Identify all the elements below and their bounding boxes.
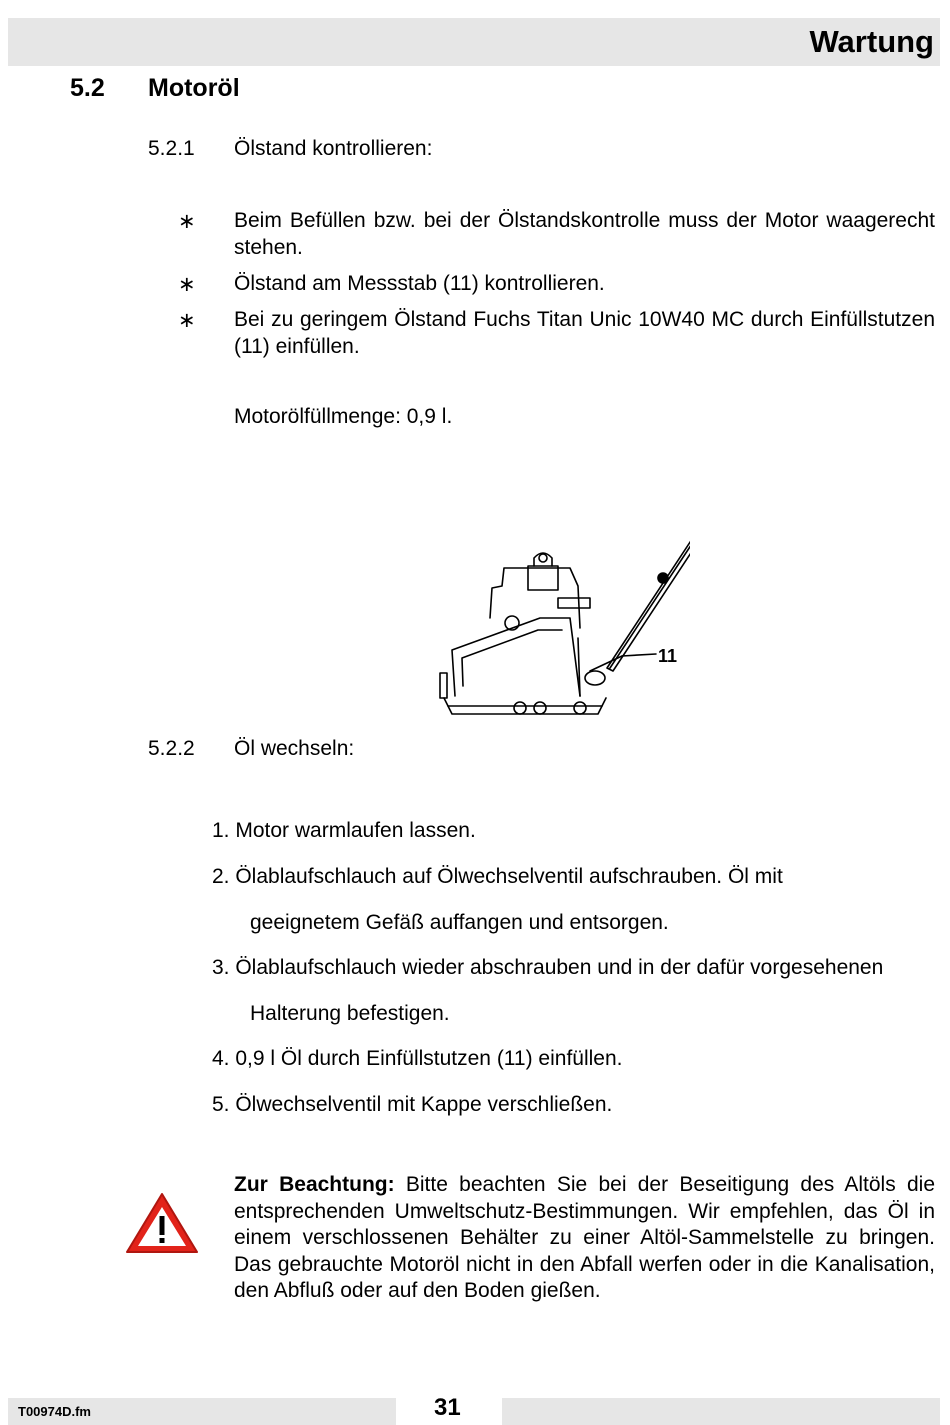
list-item-continuation: geeignetem Gefäß auffangen und entsorgen. [250, 911, 669, 934]
note-paragraph [234, 1172, 935, 1305]
subsection-number-1: 5.2.1 [148, 137, 195, 160]
subsection-number-2: 5.2.2 [148, 737, 195, 760]
plate-compactor-illustration [430, 468, 690, 738]
bullet-text-2: Ölstand am Messstab (11) kontrollieren. [234, 272, 605, 295]
page-number: 31 [434, 1394, 461, 1421]
list-item: 2. Ölablaufschlauch auf Ölwechselventil aufschrauben. Öl mit [212, 865, 783, 888]
footer-filename: T00974D.fm [18, 1404, 91, 1419]
bullet-text-3: Bei zu geringem Ölstand Fuchs Titan Unic 10W40 MC durch Einfüllstutzen (11) einfüllen. [234, 308, 935, 358]
oil-capacity: Motorölfüllmenge: 0,9 l. [234, 405, 453, 428]
bullet-marker: ∗ [178, 210, 196, 233]
list-item: 3. Ölablaufschlauch wieder abschrauben und in der dafür vorgesehenen [212, 956, 884, 979]
subsection-title-2: Öl wechseln: [234, 737, 355, 760]
callout-label: 11 [658, 646, 678, 666]
bullet-text-1: Beim Befüllen bzw. bei der Ölstandskontrolle muss der Motor waagerecht stehen. [234, 209, 935, 259]
subsection-title-1: Ölstand kontrollieren: [234, 137, 433, 160]
list-item: 4. 0,9 l Öl durch Einfüllstutzen (11) einfüllen. [212, 1047, 623, 1070]
warning-triangle-icon [124, 1190, 200, 1256]
section-number: 5.2 [70, 74, 105, 102]
list-item-continuation: Halterung befestigen. [250, 1002, 450, 1025]
section-title: Motoröl [148, 74, 240, 102]
bullet-marker: ∗ [178, 273, 196, 296]
note-label: Zur Beachtung: [234, 1173, 395, 1196]
bullet-marker: ∗ [178, 309, 196, 332]
footer-bar-right [502, 1398, 940, 1425]
note-text: Bitte beachten Sie bei der Beseitigung des Altöls die entsprechenden Umweltschutz-Bestimmungen. Wir empfehlen, das Öl in einem verschlossenen Behälter zu einer Altöl-Sammelstelle zu bringen. Das gebrauchte Motoröl nicht in den Abfall werfen oder in die Kanalisation, den Abfluß oder auf den Boden gießen. [234, 1173, 935, 1302]
chapter-title: Wartung [809, 24, 934, 59]
header-bar [8, 18, 940, 66]
list-item: 5. Ölwechselventil mit Kappe verschließen. [212, 1093, 613, 1116]
list-item: 1. Motor warmlaufen lassen. [212, 819, 476, 842]
